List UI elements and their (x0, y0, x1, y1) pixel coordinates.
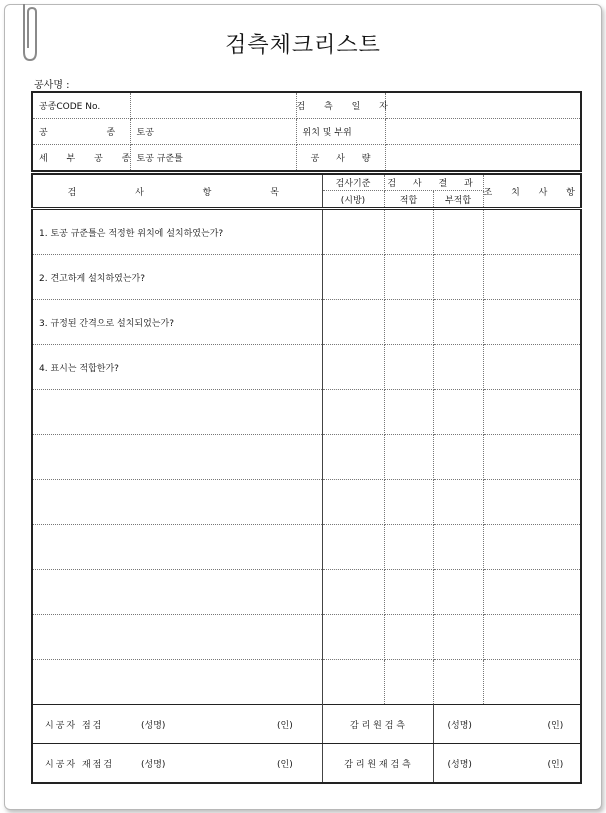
criteria-cell[interactable] (322, 255, 384, 300)
date-value[interactable] (385, 92, 581, 119)
action-cell[interactable] (483, 390, 581, 435)
criteria-cell[interactable] (322, 345, 384, 390)
fail-cell[interactable] (433, 255, 483, 300)
seal-label: (인) (547, 759, 564, 770)
pass-cell[interactable] (384, 525, 433, 570)
pass-cell[interactable] (384, 255, 433, 300)
location-value[interactable] (385, 119, 581, 145)
pass-cell[interactable] (384, 480, 433, 525)
pass-cell[interactable] (384, 570, 433, 615)
pass-cell[interactable] (384, 615, 433, 660)
signature-name-label: (성명) (141, 759, 166, 770)
action-cell[interactable] (483, 435, 581, 480)
seal-label: (인) (277, 720, 293, 731)
supervisor-signature-cell[interactable] (433, 705, 581, 744)
item-text (32, 390, 322, 435)
contractor-signature-cell[interactable] (32, 744, 322, 784)
criteria-cell[interactable] (322, 435, 384, 480)
fail-cell[interactable] (433, 615, 483, 660)
contractor-signature-cell[interactable] (32, 705, 322, 744)
table-row (32, 525, 581, 570)
criteria-cell[interactable] (322, 209, 384, 255)
action-cell[interactable] (483, 660, 581, 705)
pass-cell[interactable] (384, 660, 433, 705)
detail-label: 세 부 공 종 (32, 145, 130, 172)
criteria-cell[interactable] (322, 660, 384, 705)
supervisor-role: 감 리 원 재 검 측 (322, 744, 433, 784)
item-text: 2. 견고하게 설치하였는가? (32, 255, 322, 300)
quantity-label: 공 사 량 (296, 145, 385, 172)
signature-row (32, 705, 581, 744)
info-row (32, 119, 581, 145)
item-text: 1. 토공 규준틀은 적정한 위치에 설치하였는가? (32, 209, 322, 255)
supervisor-signature-cell[interactable] (433, 744, 581, 784)
table-row (32, 345, 581, 390)
action-cell[interactable] (483, 345, 581, 390)
seal-label: (인) (547, 720, 564, 731)
action-cell[interactable] (483, 615, 581, 660)
fail-cell[interactable] (433, 435, 483, 480)
item-text (32, 615, 322, 660)
type-value[interactable]: 토공 (130, 119, 296, 145)
header-result: 검 사 결 과 (384, 174, 483, 191)
table-row (32, 570, 581, 615)
fail-cell[interactable] (433, 390, 483, 435)
criteria-cell[interactable] (322, 300, 384, 345)
action-cell[interactable] (483, 209, 581, 255)
header-criteria: 검사기준 (322, 174, 384, 191)
action-cell[interactable] (483, 480, 581, 525)
item-text: 4. 표시는 적합한가? (32, 345, 322, 390)
header-fail: 부적합 (433, 191, 483, 209)
info-table (31, 91, 582, 172)
detail-value[interactable]: 토공 규준틀 (130, 145, 296, 172)
fail-cell[interactable] (433, 660, 483, 705)
fail-cell[interactable] (433, 525, 483, 570)
signature-role: 시공자 재점검 (45, 759, 115, 770)
table-row (32, 255, 581, 300)
signature-role: 시공자 점검 (45, 720, 104, 731)
header-row (32, 174, 581, 191)
pass-cell[interactable] (384, 390, 433, 435)
header-item: 검 사 항 목 (32, 174, 322, 209)
supervisor-role: 감 리 원 검 측 (322, 705, 433, 744)
item-text (32, 525, 322, 570)
signature-name-label: (성명) (141, 720, 166, 731)
fail-cell[interactable] (433, 570, 483, 615)
inspection-table (31, 173, 582, 784)
item-text: 3. 규정된 간격으로 설치되었는가? (32, 300, 322, 345)
fail-cell[interactable] (433, 480, 483, 525)
code-label: 공종CODE No. (32, 92, 130, 119)
info-row (32, 92, 581, 119)
action-cell[interactable] (483, 255, 581, 300)
action-cell[interactable] (483, 570, 581, 615)
table-row (32, 209, 581, 255)
table-row (32, 435, 581, 480)
fail-cell[interactable] (433, 300, 483, 345)
page-title: 검측체크리스트 (225, 33, 381, 58)
action-cell[interactable] (483, 525, 581, 570)
seal-label: (인) (277, 759, 293, 770)
table-row (32, 480, 581, 525)
criteria-cell[interactable] (322, 570, 384, 615)
table-row (32, 390, 581, 435)
table-row (32, 615, 581, 660)
criteria-cell[interactable] (322, 525, 384, 570)
header-action: 조 치 사 항 (483, 174, 581, 209)
date-label: 검 측 일 자 (296, 92, 385, 119)
signature-row (32, 744, 581, 784)
item-text (32, 435, 322, 480)
code-value[interactable] (130, 92, 296, 119)
pass-cell[interactable] (384, 300, 433, 345)
item-text (32, 480, 322, 525)
signature-name-label: (성명) (447, 720, 472, 731)
quantity-value[interactable] (385, 145, 581, 172)
action-cell[interactable] (483, 300, 581, 345)
fail-cell[interactable] (433, 209, 483, 255)
header-criteria-sub: (시방) (322, 191, 384, 209)
signature-name-label: (성명) (447, 759, 472, 770)
info-row (32, 145, 581, 172)
location-label: 위치 및 부위 (296, 119, 385, 145)
criteria-cell[interactable] (322, 480, 384, 525)
criteria-cell[interactable] (322, 390, 384, 435)
item-text (32, 660, 322, 705)
pass-cell[interactable] (384, 435, 433, 480)
criteria-cell[interactable] (322, 615, 384, 660)
item-text (32, 570, 322, 615)
table-row (32, 660, 581, 705)
table-row (32, 300, 581, 345)
fail-cell[interactable] (433, 345, 483, 390)
type-label: 공 종 (32, 119, 130, 145)
pass-cell[interactable] (384, 209, 433, 255)
header-pass: 적합 (384, 191, 433, 209)
pass-cell[interactable] (384, 345, 433, 390)
owner-label: 공사명 : (34, 80, 70, 91)
